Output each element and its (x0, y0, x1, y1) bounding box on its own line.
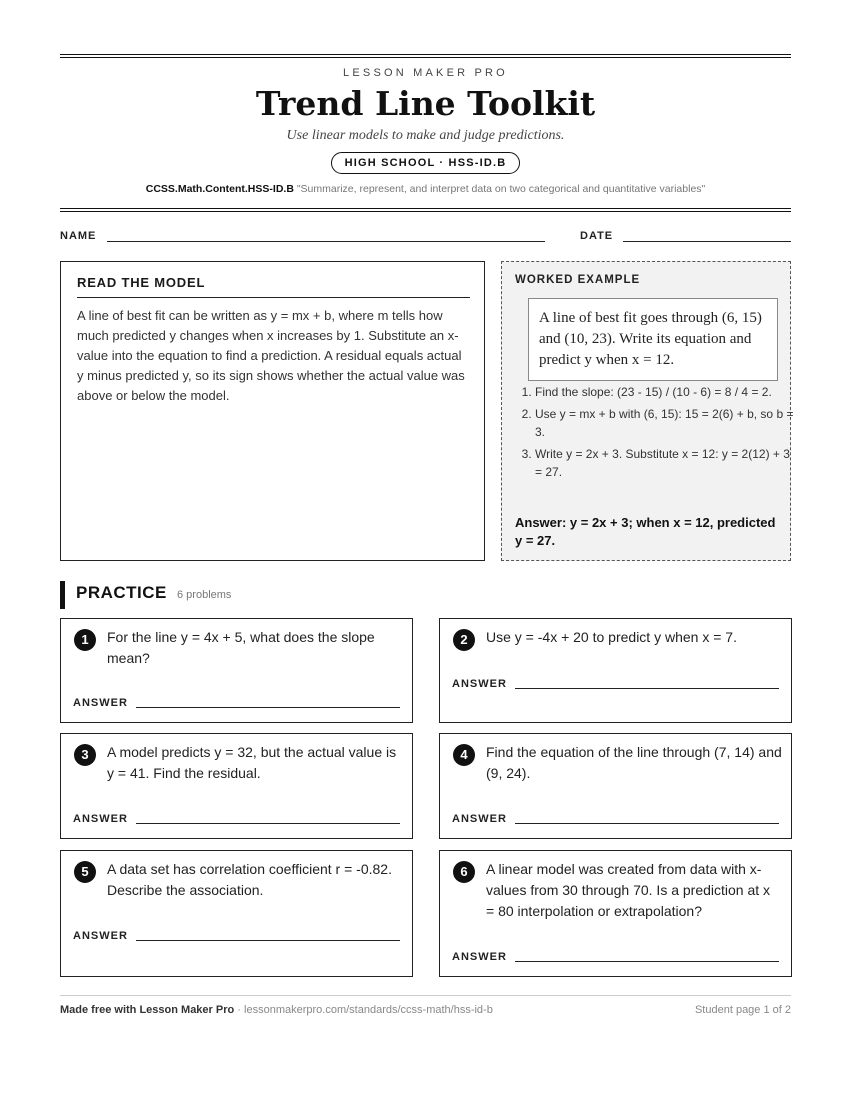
brand-name: LESSON MAKER PRO (343, 67, 508, 79)
standard-text: "Summarize, represent, and interpret data on two categorical and quantitative variables" (296, 183, 706, 195)
answer-field[interactable] (515, 961, 779, 962)
problem-number: 1 (74, 629, 96, 651)
footer-page-number: Student page 1 of 2 (694, 1004, 791, 1016)
practice-problem-5 (60, 850, 413, 977)
answer-label: ANSWER (452, 951, 507, 963)
answer-field[interactable] (136, 707, 400, 708)
practice-accent-bar (60, 581, 65, 609)
practice-problem-2 (439, 618, 792, 723)
date-field[interactable] (623, 241, 791, 242)
practice-header (60, 581, 791, 609)
answer-field[interactable] (136, 940, 400, 941)
problem-text: Use y = -4x + 20 to predict y when x = 7. (486, 629, 737, 645)
practice-problem-3 (60, 733, 413, 839)
date-label: DATE (580, 230, 614, 242)
problem-text: A linear model was created from data with x-values from 30 through 70. Is a prediction at x = 80 interpolation or extrapolation? (486, 861, 771, 919)
worked-example-panel (501, 261, 794, 561)
problem-number: 5 (74, 861, 96, 883)
problem-text: A model predicts y = 32, but the actual value is y = 41. Find the residual. (107, 744, 397, 781)
footer-rule (60, 995, 791, 996)
header-bottom-rule (60, 208, 791, 212)
page-title: Trend Line Toolkit (255, 84, 596, 123)
level-badge-wrap (60, 152, 791, 174)
read-the-model-body: A line of best fit can be written as y = mx + b, where m tells how much predicted y changes when x increases by 1. Substitute an x-value into the equation to find a prediction. A residual equals actual y minus predicted y, so its sign shows whether the actual value was above or below the model. (77, 308, 465, 403)
worksheet-page (60, 0, 794, 1100)
answer-field[interactable] (136, 823, 400, 824)
read-the-model-panel (60, 261, 485, 561)
worked-example-answer: Answer: y = 2x + 3; when x = 12, predicted y = 27. (515, 515, 776, 548)
worked-example-step: 2. Use y = mx + b with (6, 15): 15 = 2(6) + b, so b = 3. (535, 405, 797, 441)
level-badge: HIGH SCHOOL · HSS-ID.B (331, 152, 521, 174)
student-fields (60, 229, 791, 249)
answer-label: ANSWER (452, 678, 507, 690)
header-top-rule (60, 54, 791, 58)
answer-label: ANSWER (73, 930, 128, 942)
practice-problem-6 (439, 850, 792, 977)
worked-example-step: 1. Find the slope: (23 - 15) / (10 - 6) = 8 / 4 = 2. (535, 383, 797, 401)
practice-title: PRACTICE (76, 583, 167, 602)
name-label: NAME (60, 230, 97, 242)
answer-field[interactable] (515, 688, 779, 689)
footer-made-with: Made free with Lesson Maker Pro (60, 1004, 235, 1016)
footer-url[interactable]: lessonmakerpro.com/standards/ccss-math/hss-id-b (244, 1004, 493, 1016)
standard-code: CCSS.Math.Content.HSS-ID.B (145, 183, 294, 195)
problem-text: A data set has correlation coefficient r = -0.82. Describe the association. (107, 861, 392, 898)
practice-problem-4 (439, 733, 792, 839)
worked-example-step: 3. Write y = 2x + 3. Substitute x = 12: y = 2(12) + 3 = 27. (535, 445, 797, 481)
problem-number: 6 (453, 861, 475, 883)
answer-label: ANSWER (452, 813, 507, 825)
problem-number: 3 (74, 744, 96, 766)
worked-example-steps (515, 383, 797, 485)
answer-label: ANSWER (73, 697, 128, 709)
problem-number: 2 (453, 629, 475, 651)
practice-problem-1 (60, 618, 413, 723)
answer-field[interactable] (515, 823, 779, 824)
answer-label: ANSWER (73, 813, 128, 825)
name-field[interactable] (107, 241, 545, 242)
problem-number: 4 (453, 744, 475, 766)
practice-count: 6 problems (177, 589, 232, 601)
read-the-model-title: READ THE MODEL (77, 275, 470, 298)
worked-example-title: WORKED EXAMPLE (515, 274, 641, 286)
footer-separator: · (237, 1004, 245, 1016)
problem-text: For the line y = 4x + 5, what does the slope mean? (107, 629, 375, 666)
worked-example-problem: A line of best fit goes through (6, 15) and (10, 23). Write its equation and predict y when x = 12. (528, 298, 778, 381)
problem-text: Find the equation of the line through (7, 14) and (9, 24). (486, 744, 782, 781)
standard-line (60, 183, 791, 195)
footer-credit (60, 1004, 493, 1016)
page-subtitle: Use linear models to make and judge predictions. (286, 128, 565, 143)
